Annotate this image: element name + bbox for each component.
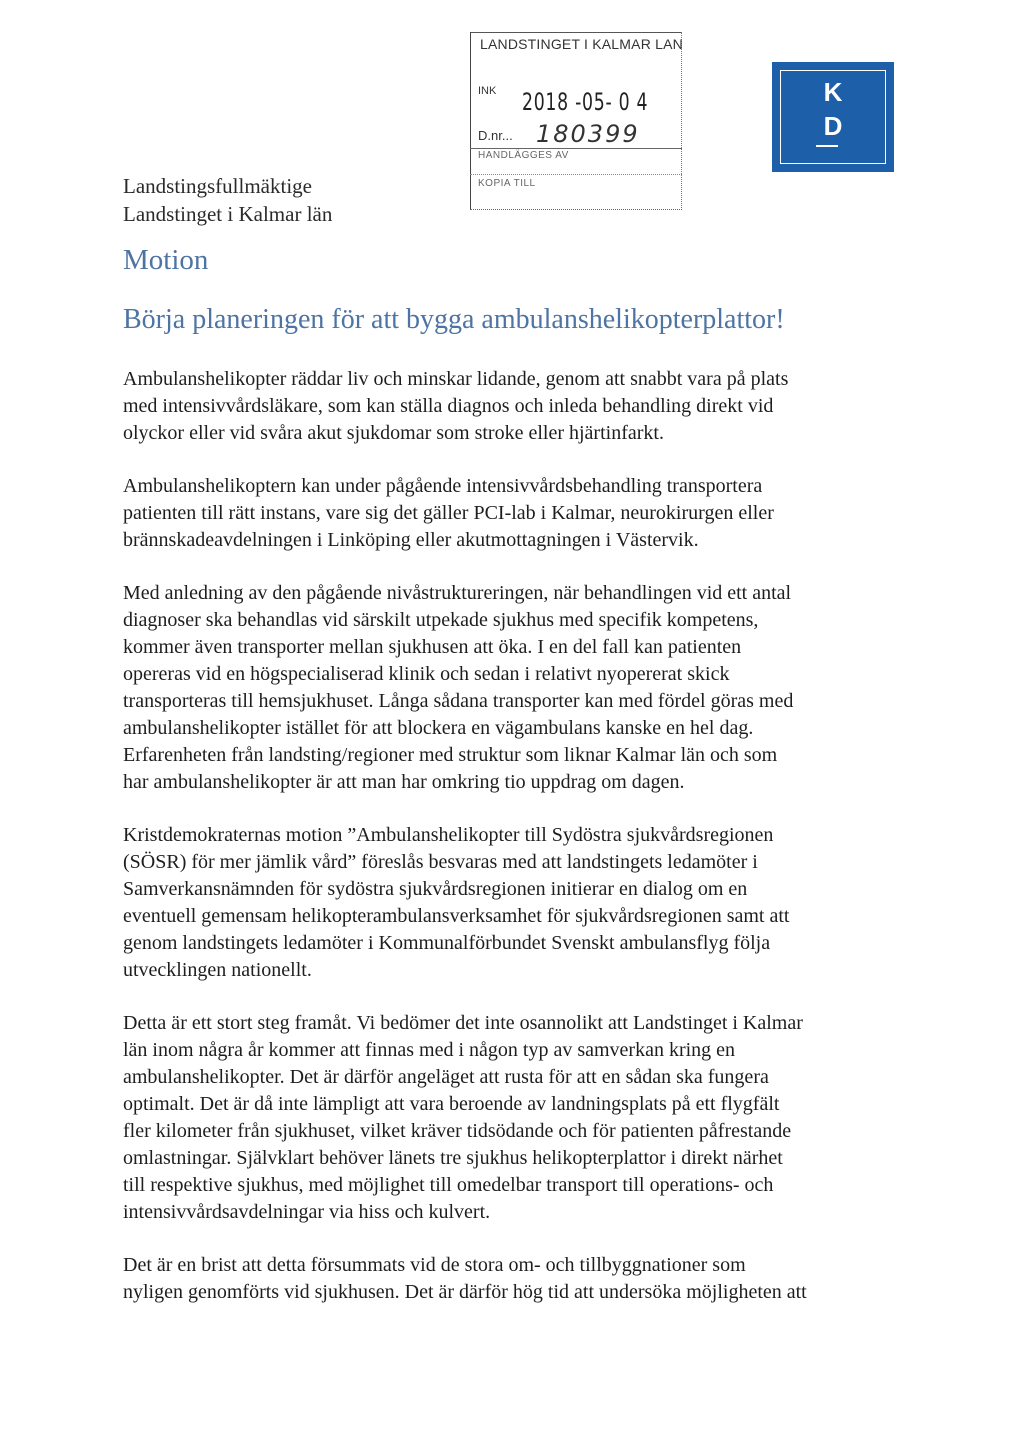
stamp-ink-label: INK (478, 85, 497, 97)
addressee-line-2: Landstinget i Kalmar län (123, 202, 333, 226)
paragraph: Ambulanshelikoptern kan under pågående intensivvårdsbehandling transportera patienten till rätt instans, vare sig det gäller PCI-lab i Kalmar, neurokirurgen eller brännskadeavdelningen i Linköping eller akutmottagningen i Västervik. (123, 475, 774, 551)
document-title: Börja planeringen för att bygga ambulanshelikopterplattor! (123, 304, 785, 335)
logo-letter-d: D (823, 111, 843, 141)
stamp-handled-by-label: HANDLÄGGES AV (478, 150, 569, 161)
paragraph: Det är en brist att detta försummats vid de stora om- och tillbyggnationer som nyligen genomförts vid sjukhusen. Det är därför hög tid att undersöka möjligheten att (123, 1254, 807, 1303)
stamp-diary-number: 180399 (536, 120, 640, 148)
addressee-block (123, 172, 332, 228)
stamp-date: 2018 -05- 0 4 (522, 88, 649, 116)
document-body (123, 366, 923, 1332)
document-type: Motion (123, 244, 209, 276)
paragraph: Ambulanshelikopter räddar liv och minskar lidande, genom att snabbt vara på plats med intensivvårdsläkare, som kan ställa diagnos och inleda behandling direkt vid olyckor eller vid svåra akut sjukdomar som stroke eller hjärtinfarkt. (123, 368, 789, 444)
kd-logo (772, 62, 894, 172)
stamp-dnr-label: D.nr... (478, 128, 513, 143)
paragraph: Kristdemokraternas motion ”Ambulanshelikopter till Sydöstra sjukvårdsregionen (SÖSR) för mer jämlik vård” föreslås besvaras med att landstingets ledamöter i Samverkansnämnden för sydöstra sjukvårdsregionen initierar en dialog om en eventuell gemensam helikopterambulansverksamhet för sjukvårdsregionen samt att genom landstingets ledamöter i Kommunalförbundet Svenskt ambulansflyg följa utvecklingen nationellt. (123, 824, 790, 981)
paragraph: Detta är ett stort steg framåt. Vi bedömer det inte osannolikt att Landstinget i Kalmar län inom några år kommer att finnas med i någon typ av samverkan kring en ambulanshelikopter. Det är därför angeläget att rusta för att en sådan ska fungera optimalt. Det är då inte lämpligt att vara beroende av landningsplats på ett flygfält fler kilometer från sjukhuset, vilket kräver tidsödande och för patienten påfrestande omlastningar. Självklart behöver länets tre sjukhus helikopterplattor i direkt närhet till respektive sjukhus, med möjlighet till omedelbar transport till operations- och intensivvårdsavdelningar via hiss och kulvert. (123, 1012, 803, 1223)
stamp-copy-to-label: KOPIA TILL (478, 178, 536, 189)
received-stamp (470, 24, 682, 210)
logo-letter-k: K (823, 77, 843, 107)
stamp-organization: LANDSTINGET I KALMAR LAN (480, 36, 683, 52)
addressee-line-1: Landstingsfullmäktige (123, 174, 312, 198)
paragraph: Med anledning av den pågående nivåstruktureringen, när behandlingen vid ett antal diagnoser ska behandlas vid särskilt utpekade sjukhus med specifik kompetens, kommer även transporter mellan sjukhusen att öka. I en del fall kan patienten opereras vid en högspecialiserad klinik och sedan i relativt nyopererat skick transporteras till hemsjukhuset. Långa sådana transporter kan med fördel göras med ambulanshelikopter istället för att blockera en vägambulans kanske en hel dag. Erfarenheten från landsting/regioner med struktur som liknar Kalmar län och som har ambulanshelikopter är att man har omkring tio uppdrag om dagen. (123, 582, 794, 793)
